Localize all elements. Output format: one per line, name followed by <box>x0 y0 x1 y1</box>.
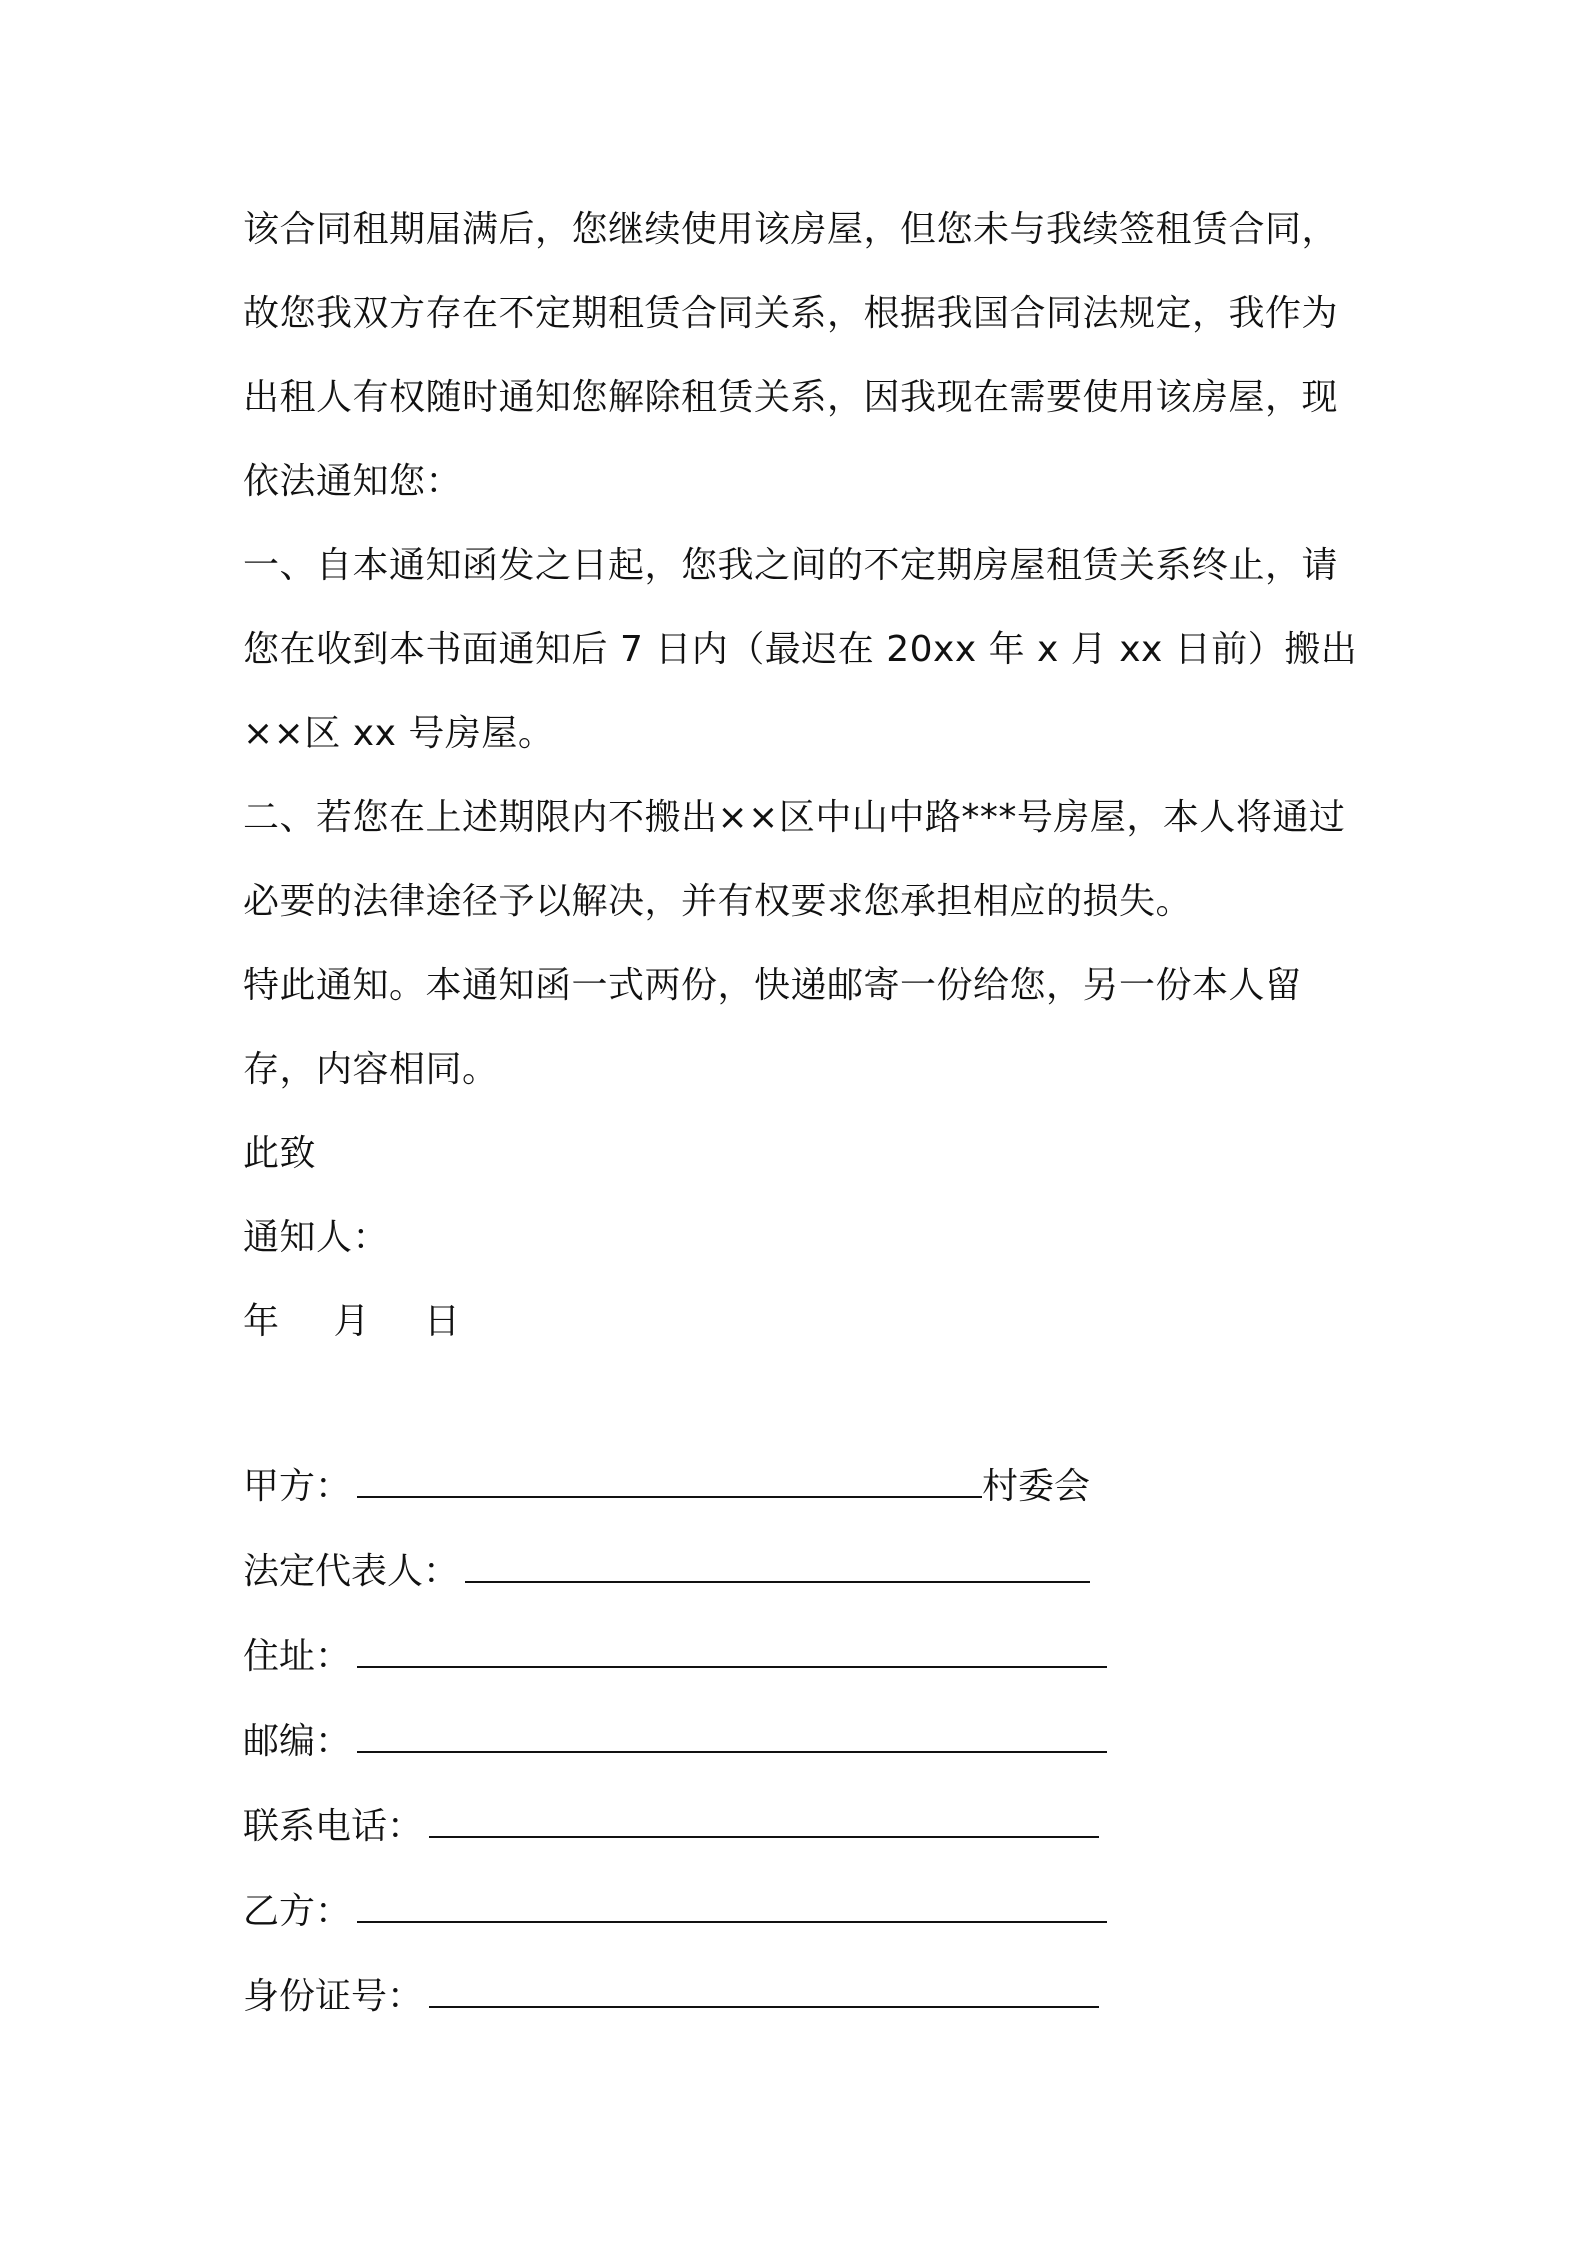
address-line[interactable] <box>357 1630 1107 1668</box>
id-number-label: 身份证号： <box>243 1976 424 2017</box>
phone-line[interactable] <box>429 1800 1099 1838</box>
party-b-label: 乙方： <box>243 1891 352 1932</box>
date-row <box>243 1280 1363 1364</box>
id-number-field <box>243 1970 1099 2022</box>
date-year: 年 <box>243 1301 280 1342</box>
party-b-line[interactable] <box>357 1885 1107 1923</box>
address-field <box>243 1630 1107 1682</box>
party-a-label: 甲方： <box>243 1466 352 1507</box>
phone-field <box>243 1800 1099 1852</box>
postcode-field <box>243 1715 1107 1767</box>
phone-label: 联系电话： <box>243 1806 424 1847</box>
party-b-field <box>243 1885 1107 1937</box>
party-a-line[interactable] <box>357 1460 982 1498</box>
paragraph-intro: 该合同租期届满后，您继续使用该房屋，但您未与我续签租赁合同，故您我双方存在不定期租赁合同关系，根据我国合同法规定，我作为出租人有权随时通知您解除租赁关系，因我现在需要使用该房屋，现依法通知您： <box>243 209 1339 502</box>
legal-representative-field <box>243 1545 1090 1597</box>
paragraph-notice: 特此通知。本通知函一式两份，快递邮寄一份给您，另一份本人留存，内容相同。 <box>243 965 1302 1090</box>
paragraph-clause-one: 一、自本通知函发之日起，您我之间的不定期房屋租赁关系终止，请您在收到本书面通知后 7 日内（最迟在 20xx 年 x 月 xx 日前）搬出××区 xx 号房屋。 <box>243 545 1358 754</box>
notice-body <box>243 188 1363 1364</box>
legal-representative-label: 法定代表人： <box>243 1551 460 1592</box>
legal-representative-line[interactable] <box>465 1545 1090 1583</box>
postcode-label: 邮编： <box>243 1721 352 1762</box>
party-a-suffix: 村委会 <box>982 1466 1091 1507</box>
date-month: 月 <box>333 1301 370 1342</box>
date-day: 日 <box>423 1301 461 1342</box>
address-label: 住址： <box>243 1636 352 1677</box>
party-a-field <box>243 1460 1090 1512</box>
salutation: 此致 <box>243 1133 317 1174</box>
paragraph-clause-two: 二、若您在上述期限内不搬出××区中山中路***号房屋，本人将通过必要的法律途径予以解决，并有权要求您承担相应的损失。 <box>243 797 1346 922</box>
notifier-label: 通知人： <box>243 1217 390 1258</box>
id-number-line[interactable] <box>429 1970 1099 2008</box>
postcode-line[interactable] <box>357 1715 1107 1753</box>
